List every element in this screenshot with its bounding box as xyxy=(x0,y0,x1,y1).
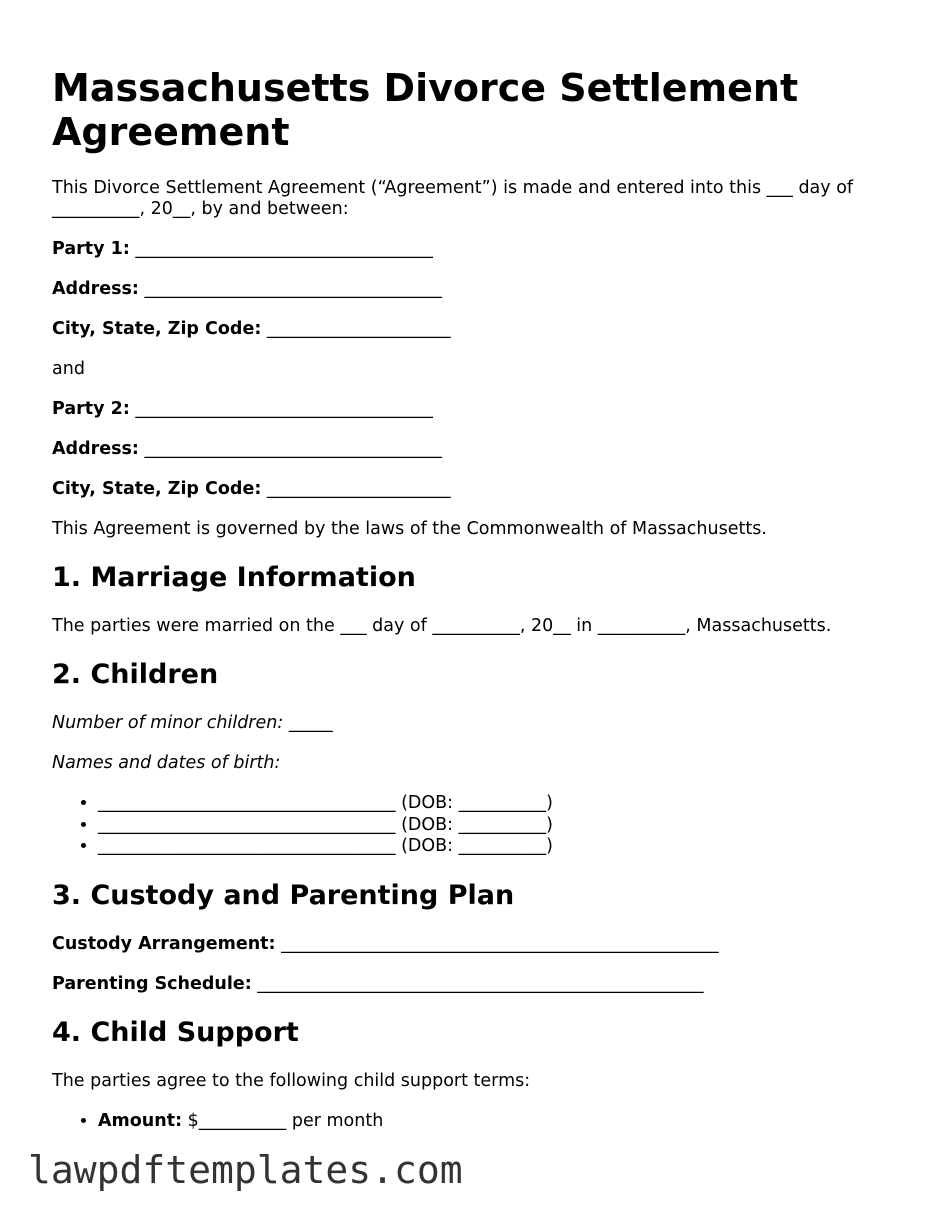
section-heading-custody: 3. Custody and Parenting Plan xyxy=(52,879,515,911)
list-item: • __________________________________ (DOB: __________) xyxy=(98,836,892,858)
party2-city-blank: _____________________ xyxy=(261,479,451,499)
marriage-text: The parties were married on the ___ day of __________, 20__ in __________, Massachusetts. xyxy=(52,616,832,636)
amount-label: Amount: xyxy=(98,1110,183,1131)
intro-paragraph: This Divorce Settlement Agreement (“Agreement”) is made and entered into this ___ day of __________, 20__, by and between: xyxy=(52,178,854,219)
party2-name-field xyxy=(52,399,892,420)
parenting-schedule-label: Parenting Schedule: xyxy=(52,973,252,994)
custody-arrangement-blank: __________________________________________________ xyxy=(275,933,719,954)
parenting-schedule-field xyxy=(52,974,892,995)
party2-address-label: Address: xyxy=(52,439,139,459)
parenting-schedule-blank: ___________________________________________________ xyxy=(251,973,704,994)
and-text: and xyxy=(52,359,85,379)
party2-address-field xyxy=(52,439,892,460)
party2-name-label: Party 2: xyxy=(52,399,130,419)
governing-law-text: This Agreement is governed by the laws of the Commonwealth of Massachusetts. xyxy=(52,519,767,539)
support-text: The parties agree to the following child support terms: xyxy=(52,1070,531,1091)
party1-city-blank: _____________________ xyxy=(261,319,451,339)
party1-name-label: Party 1: xyxy=(52,239,130,259)
party1-name-blank: __________________________________ xyxy=(129,239,433,259)
party1-city-field xyxy=(52,319,892,340)
custody-arrangement-label: Custody Arrangement: xyxy=(52,933,276,954)
list-item: • __________________________________ (DOB: __________) xyxy=(98,815,892,837)
list-item xyxy=(98,1111,892,1133)
document-page xyxy=(52,66,892,1132)
section-heading-support: 4. Child Support xyxy=(52,1016,299,1048)
section-heading-children: 2. Children xyxy=(52,659,219,690)
party1-name-field xyxy=(52,239,892,260)
party2-city-label: City, State, Zip Code: xyxy=(52,479,262,499)
party1-address-label: Address: xyxy=(52,279,139,299)
children-count-label: Number of minor children: _____ xyxy=(52,713,333,733)
party2-address-blank: __________________________________ xyxy=(138,439,443,459)
section-heading-marriage: 1. Marriage Information xyxy=(52,562,416,593)
party1-address-blank: __________________________________ xyxy=(138,279,443,299)
party1-address-field xyxy=(52,279,892,300)
support-list xyxy=(52,1111,892,1133)
custody-arrangement-field xyxy=(52,934,892,955)
watermark: lawpdftemplates.com xyxy=(28,1148,463,1192)
document-title: Massachusetts Divorce Settlement Agreement xyxy=(52,66,799,154)
list-item: • __________________________________ (DOB: __________) xyxy=(98,793,892,815)
party2-name-blank: __________________________________ xyxy=(129,399,433,419)
party1-city-label: City, State, Zip Code: xyxy=(52,319,262,339)
party2-city-field xyxy=(52,479,892,500)
amount-value: $__________ per month xyxy=(182,1110,384,1131)
children-list xyxy=(52,793,892,858)
children-names-label: Names and dates of birth: xyxy=(52,753,281,773)
